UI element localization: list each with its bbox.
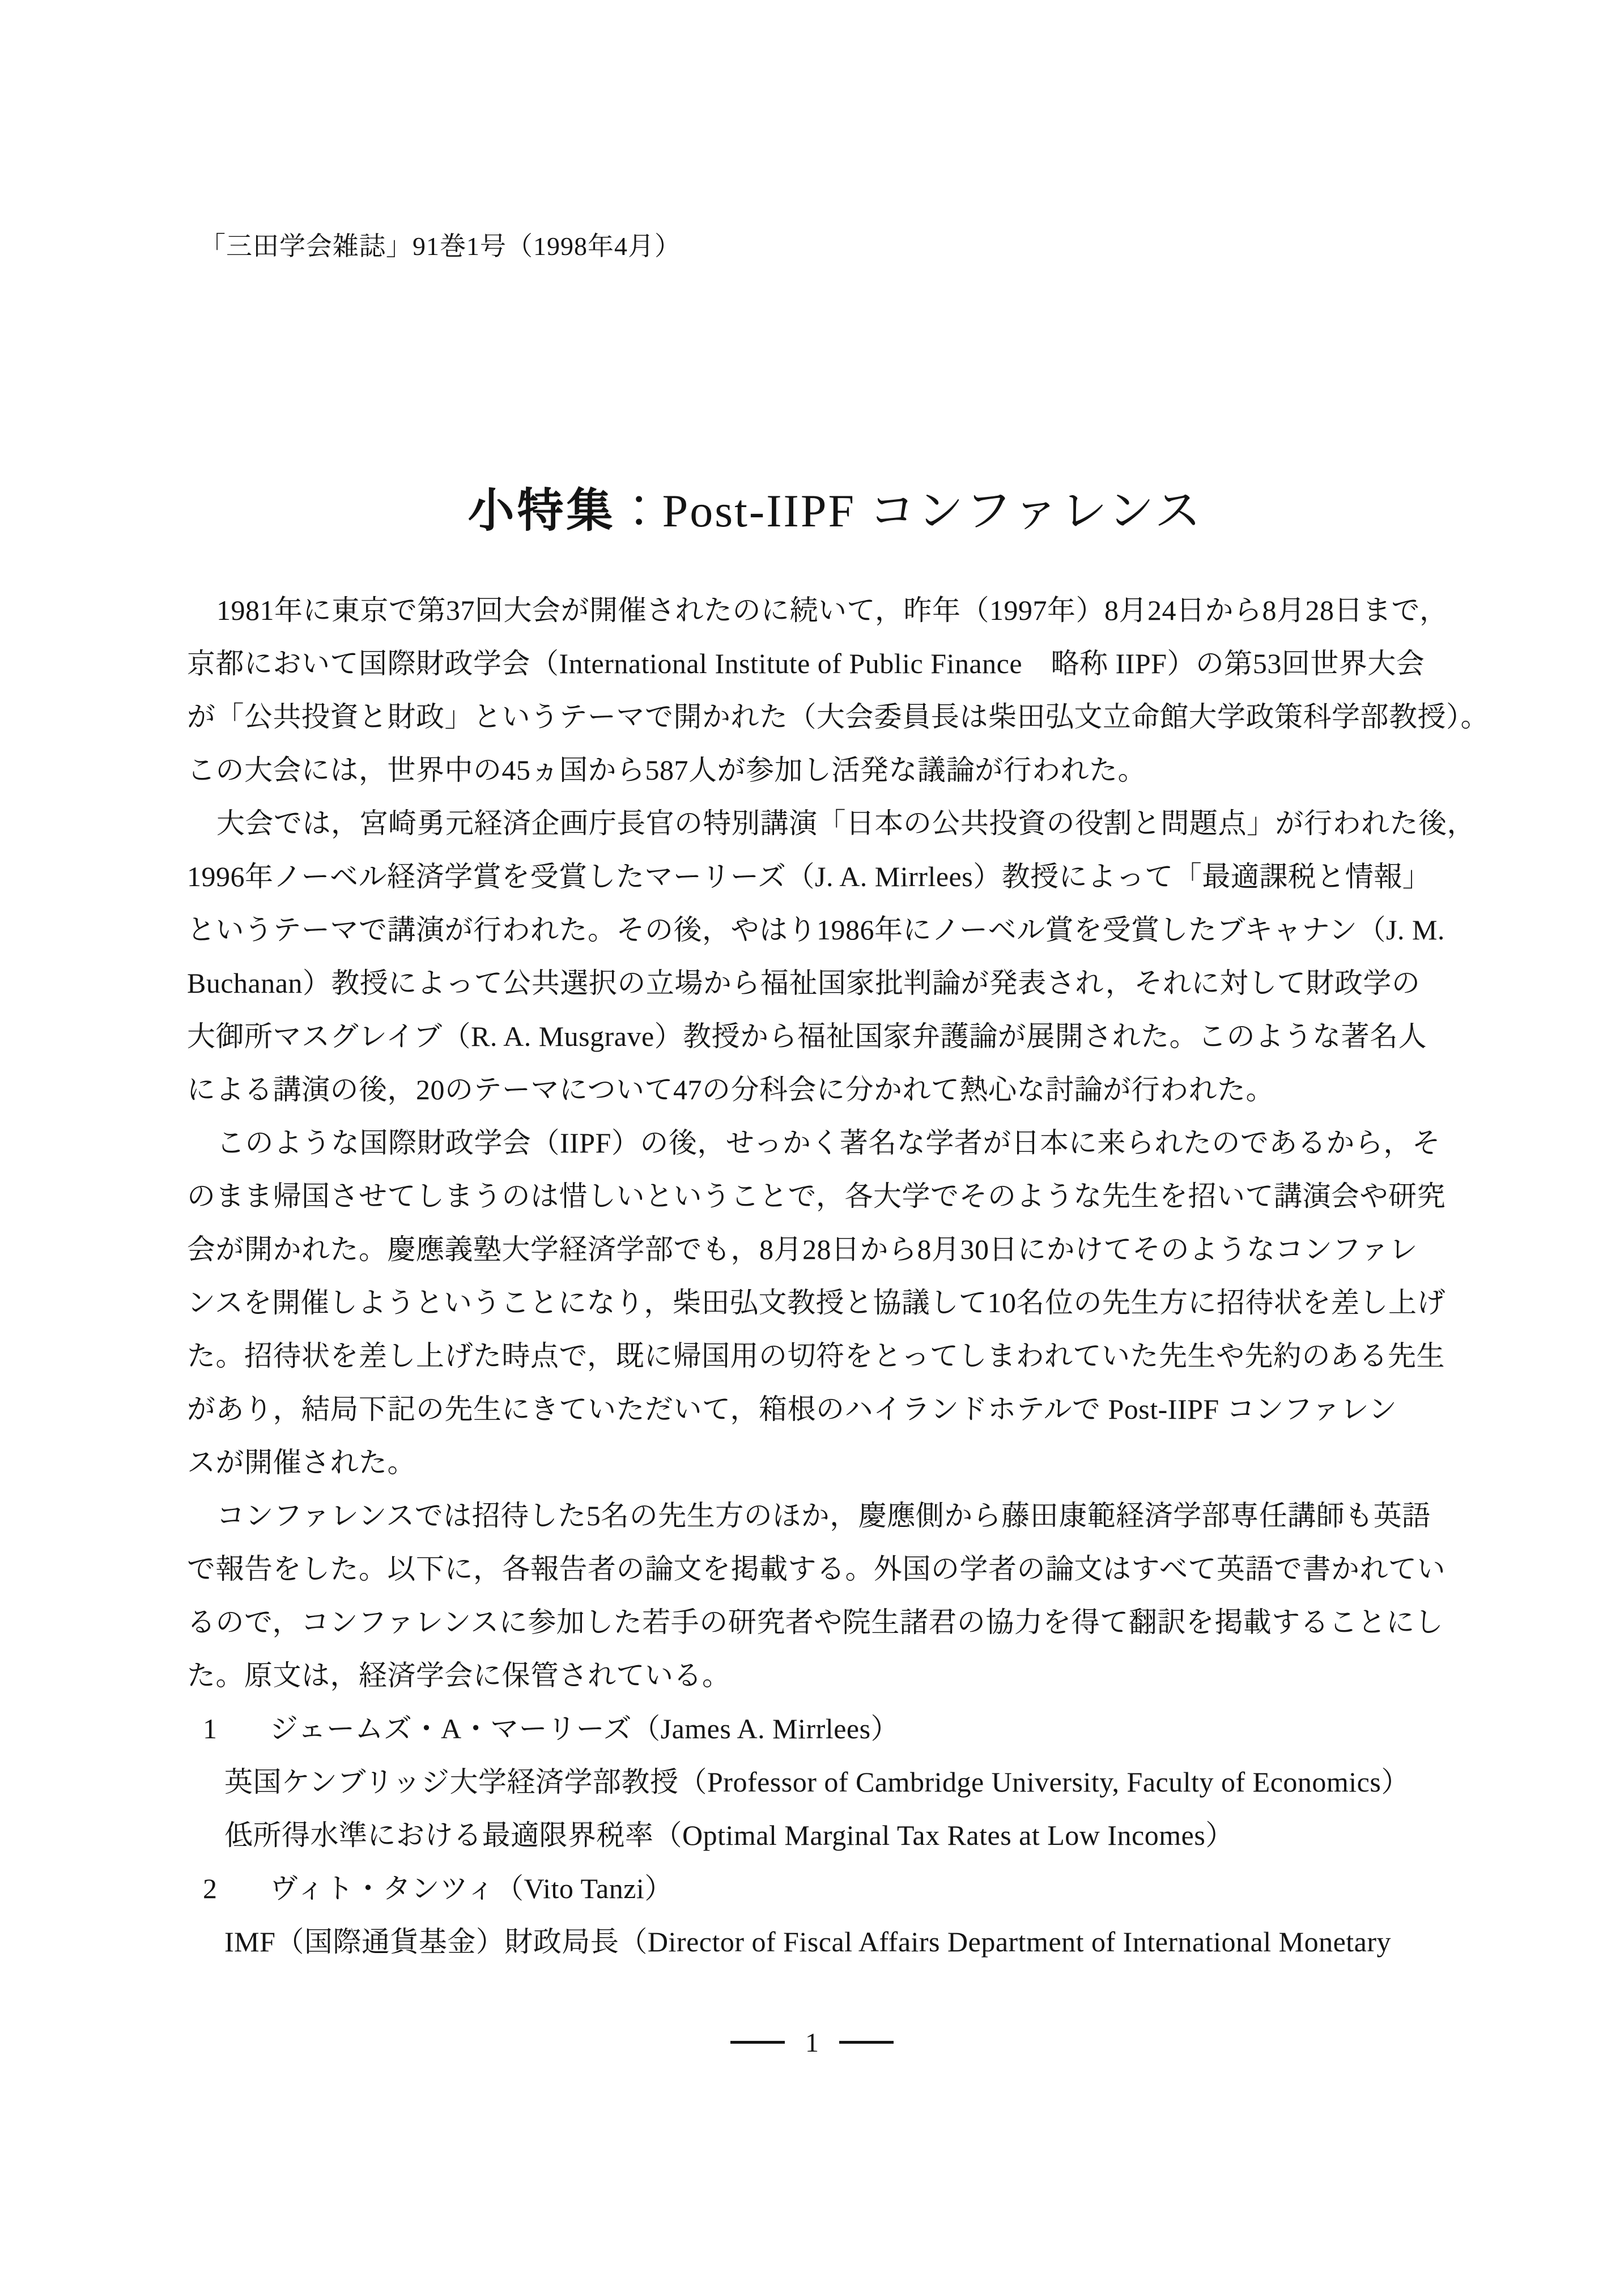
- list-item-2-head: [187, 1862, 1462, 1915]
- paragraph-3-line-4: ンスを開催しようということになり，柴田弘文教授と協議して10名位の先生方に招待状を差し上げ: [187, 1287, 1446, 1318]
- paragraph-3-line-7: スが開催された。: [187, 1447, 416, 1478]
- paragraph-1-line-1: 1981年に東京で第37回大会が開催されたのに続いて，昨年（1997年）8月24日から8月28日まで，: [216, 594, 1448, 626]
- list-item-name: ジェームズ・A・マーリーズ（James A. Mirrlees）: [270, 1713, 900, 1745]
- paragraph-3-line-1: このような国際財政学会（IIPF）の後，せっかく著名な学者が日本に来られたのであるから，そ: [216, 1127, 1441, 1159]
- paragraph-3-line-5: た。招待状を差し上げた時点で，既に帰国用の切符をとってしまわれていた先生や先約のある先生: [187, 1340, 1445, 1372]
- title-name: Post-IIPF コンファレンス: [662, 485, 1203, 537]
- list-item-number: 1: [203, 1713, 218, 1745]
- page-number: 1: [805, 2028, 819, 2058]
- title-colon: ：: [615, 485, 662, 537]
- page-footer: [0, 2027, 1624, 2058]
- list-item-number: 2: [203, 1873, 218, 1904]
- list-item-1-detail-1: 英国ケンブリッジ大学経済学部教授（Professor of Cambridge University, Faculty of Economics）: [224, 1766, 1410, 1798]
- paragraph-2-line-6: による講演の後，20のテーマについて47の分科会に分かれて熱心な討論が行われた。: [187, 1074, 1274, 1105]
- title-label: 小特集: [467, 485, 616, 537]
- list-item-name: ヴィト・タンツィ（Vito Tanzi）: [270, 1873, 673, 1904]
- page-title: [0, 420, 1624, 593]
- paragraph-2-line-5: 大御所マスグレイブ（R. A. Musgrave）教授から福祉国家弁護論が展開された。このような著名人: [187, 1020, 1427, 1052]
- paragraph-2-line-2: 1996年ノーベル経済学賞を受賞したマーリーズ（J. A. Mirrlees）教授によって「最適課税と情報」: [187, 861, 1431, 892]
- paragraph-2-line-3: というテーマで講演が行われた。その後，やはり1986年にノーベル賞を受賞したブキャナン（J. M.: [187, 914, 1445, 946]
- footer-rule-left: [730, 2041, 785, 2044]
- paragraph-4-line-2: で報告をした。以下に，各報告者の論文を掲載する。外国の学者の論文はすべて英語で書かれてい: [187, 1553, 1446, 1585]
- paragraph-3-line-3: 会が開かれた。慶應義塾大学経済学部でも，8月28日から8月30日にかけてそのようなコンファレ: [187, 1233, 1418, 1265]
- paragraph-4-line-3: るので，コンファレンスに参加した若手の研究者や院生諸君の協力を得て翻訳を掲載することにし: [187, 1606, 1444, 1638]
- journal-citation: 「三田学会雑誌」91巻1号（1998年4月）: [199, 232, 681, 261]
- paragraph-1-line-2: 京都において国際財政学会（International Institute of Public Finance 略称 IIPF）の第53回世界大会: [187, 648, 1425, 679]
- paragraph-3-line-6: があり，結局下記の先生にきていただいて，箱根のハイランドホテルで Post-IIPF コンファレン: [187, 1393, 1397, 1425]
- list-item-2-detail-1: IMF（国際通貨基金）財政局長（Director of Fiscal Affairs Department of International Monetary: [224, 1926, 1392, 1958]
- paragraph-2-line-4: Buchanan）教授によって公共選択の立場から福祉国家批判論が発表され，それに対して財政学の: [187, 967, 1421, 999]
- list-item-1-head: [187, 1702, 1462, 1755]
- paragraph-1-line-4: この大会には，世界中の45ヵ国から587人が参加し活発な議論が行われた。: [187, 754, 1146, 786]
- article-body: [187, 584, 1489, 1968]
- paragraph-1-line-3: が「公共投資と財政」というテーマで開かれた（大会委員長は柴田弘文立命館大学政策科学部教授）。: [187, 701, 1489, 733]
- paragraph-4-line-4: た。原文は，経済学会に保管されている。: [187, 1660, 731, 1691]
- paragraph-2-line-1: 大会では，宮崎勇元経済企画庁長官の特別講演「日本の公共投資の役割と問題点」が行われた後，: [216, 807, 1476, 839]
- list-item-1-detail-2: 低所得水準における最適限界税率（Optimal Marginal Tax Rates at Low Incomes）: [224, 1819, 1234, 1851]
- footer-rule-right: [839, 2041, 894, 2044]
- paragraph-4-line-1: コンファレンスでは招待した5名の先生方のほか，慶應側から藤田康範経済学部専任講師も英語: [216, 1500, 1431, 1531]
- paragraph-3-line-2: のまま帰国させてしまうのは惜しいということで，各大学でそのような先生を招いて講演会や研究: [187, 1180, 1446, 1212]
